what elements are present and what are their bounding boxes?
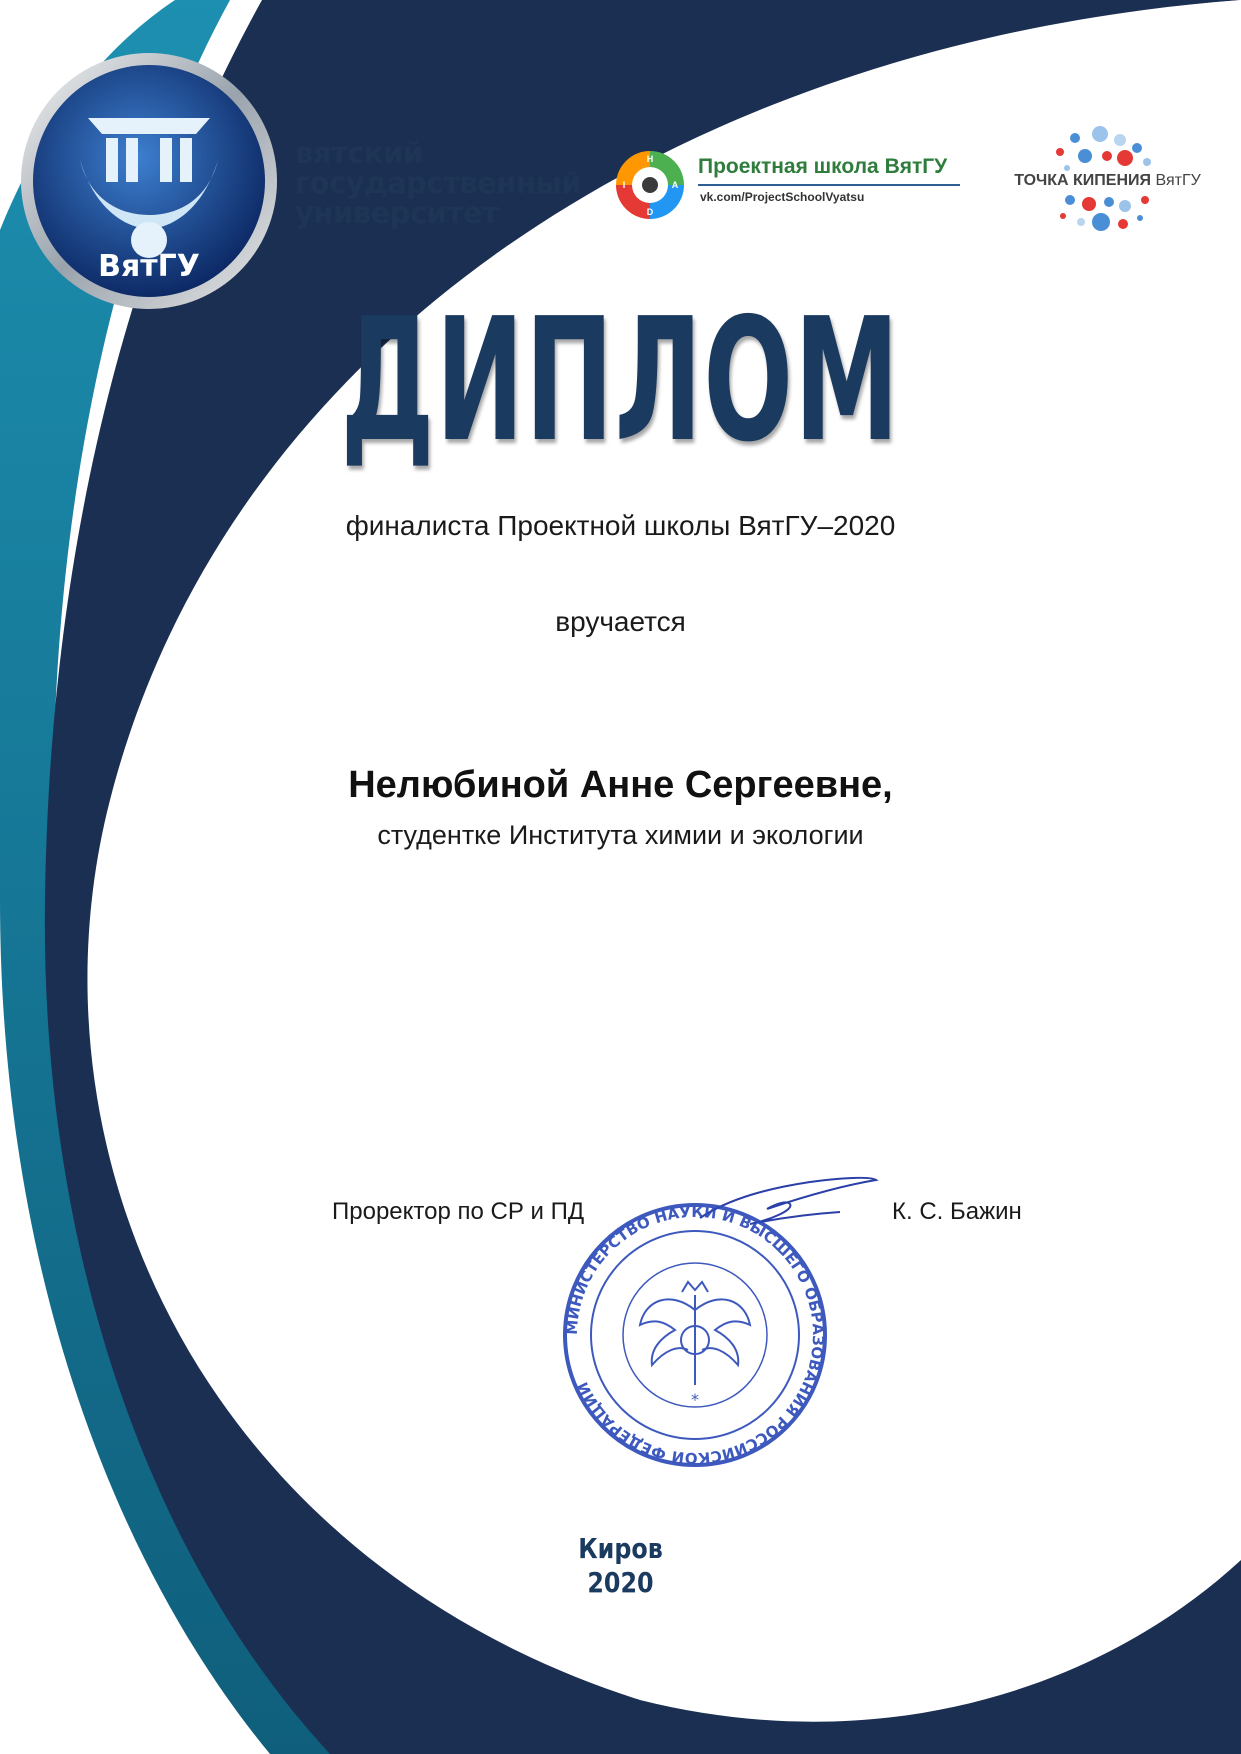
- project-school-divider: [698, 184, 960, 186]
- icon-letter-i: I: [622, 180, 626, 190]
- university-name: вятский государственный университет: [295, 136, 582, 230]
- seal-outer-text: МИНИСТЕРСТВО НАУКИ И ВЫСШЕГО ОБРАЗОВАНИЯ РОССИЙСКОЙ ФЕДЕРАЦИИ: [562, 1202, 828, 1468]
- icon-letter-h: H: [646, 154, 654, 164]
- emblem-text: ВятГУ: [98, 249, 200, 284]
- diploma-subtitle: финалиста Проектной школы ВятГУ–2020: [345, 510, 896, 541]
- official-seal: [560, 1200, 830, 1470]
- icon-letter-a: A: [671, 180, 679, 190]
- university-emblem-logo: [18, 50, 280, 312]
- tochka-label-main: ТОЧКА КИПЕНИЯ: [1014, 172, 1152, 189]
- recipient-name: Нелюбиной Анне Сергеевне,: [348, 764, 893, 806]
- awarded-text: вручается: [555, 606, 686, 637]
- signer-role: Проректор по СР и ПД: [332, 1198, 585, 1225]
- tochka-kipeniya-label: [1005, 172, 1210, 190]
- signer-name: К. С. Бажин: [892, 1198, 1022, 1225]
- project-school-link: vk.com/ProjectSchoolVyatsu: [700, 190, 865, 204]
- footer-year: 2020: [587, 1566, 654, 1599]
- project-school-title: Проектная школа ВятГУ: [698, 155, 948, 178]
- footer-city: Киров: [578, 1532, 663, 1565]
- icon-letter-d: D: [646, 207, 654, 217]
- diploma-title: ДИПЛОМ: [340, 282, 901, 480]
- tochka-label-suffix: ВятГУ: [1155, 172, 1201, 189]
- svg-text:*: *: [691, 1390, 699, 1409]
- recipient-role: студентке Института химии и экологии: [377, 820, 864, 850]
- project-school-icon: [610, 145, 690, 225]
